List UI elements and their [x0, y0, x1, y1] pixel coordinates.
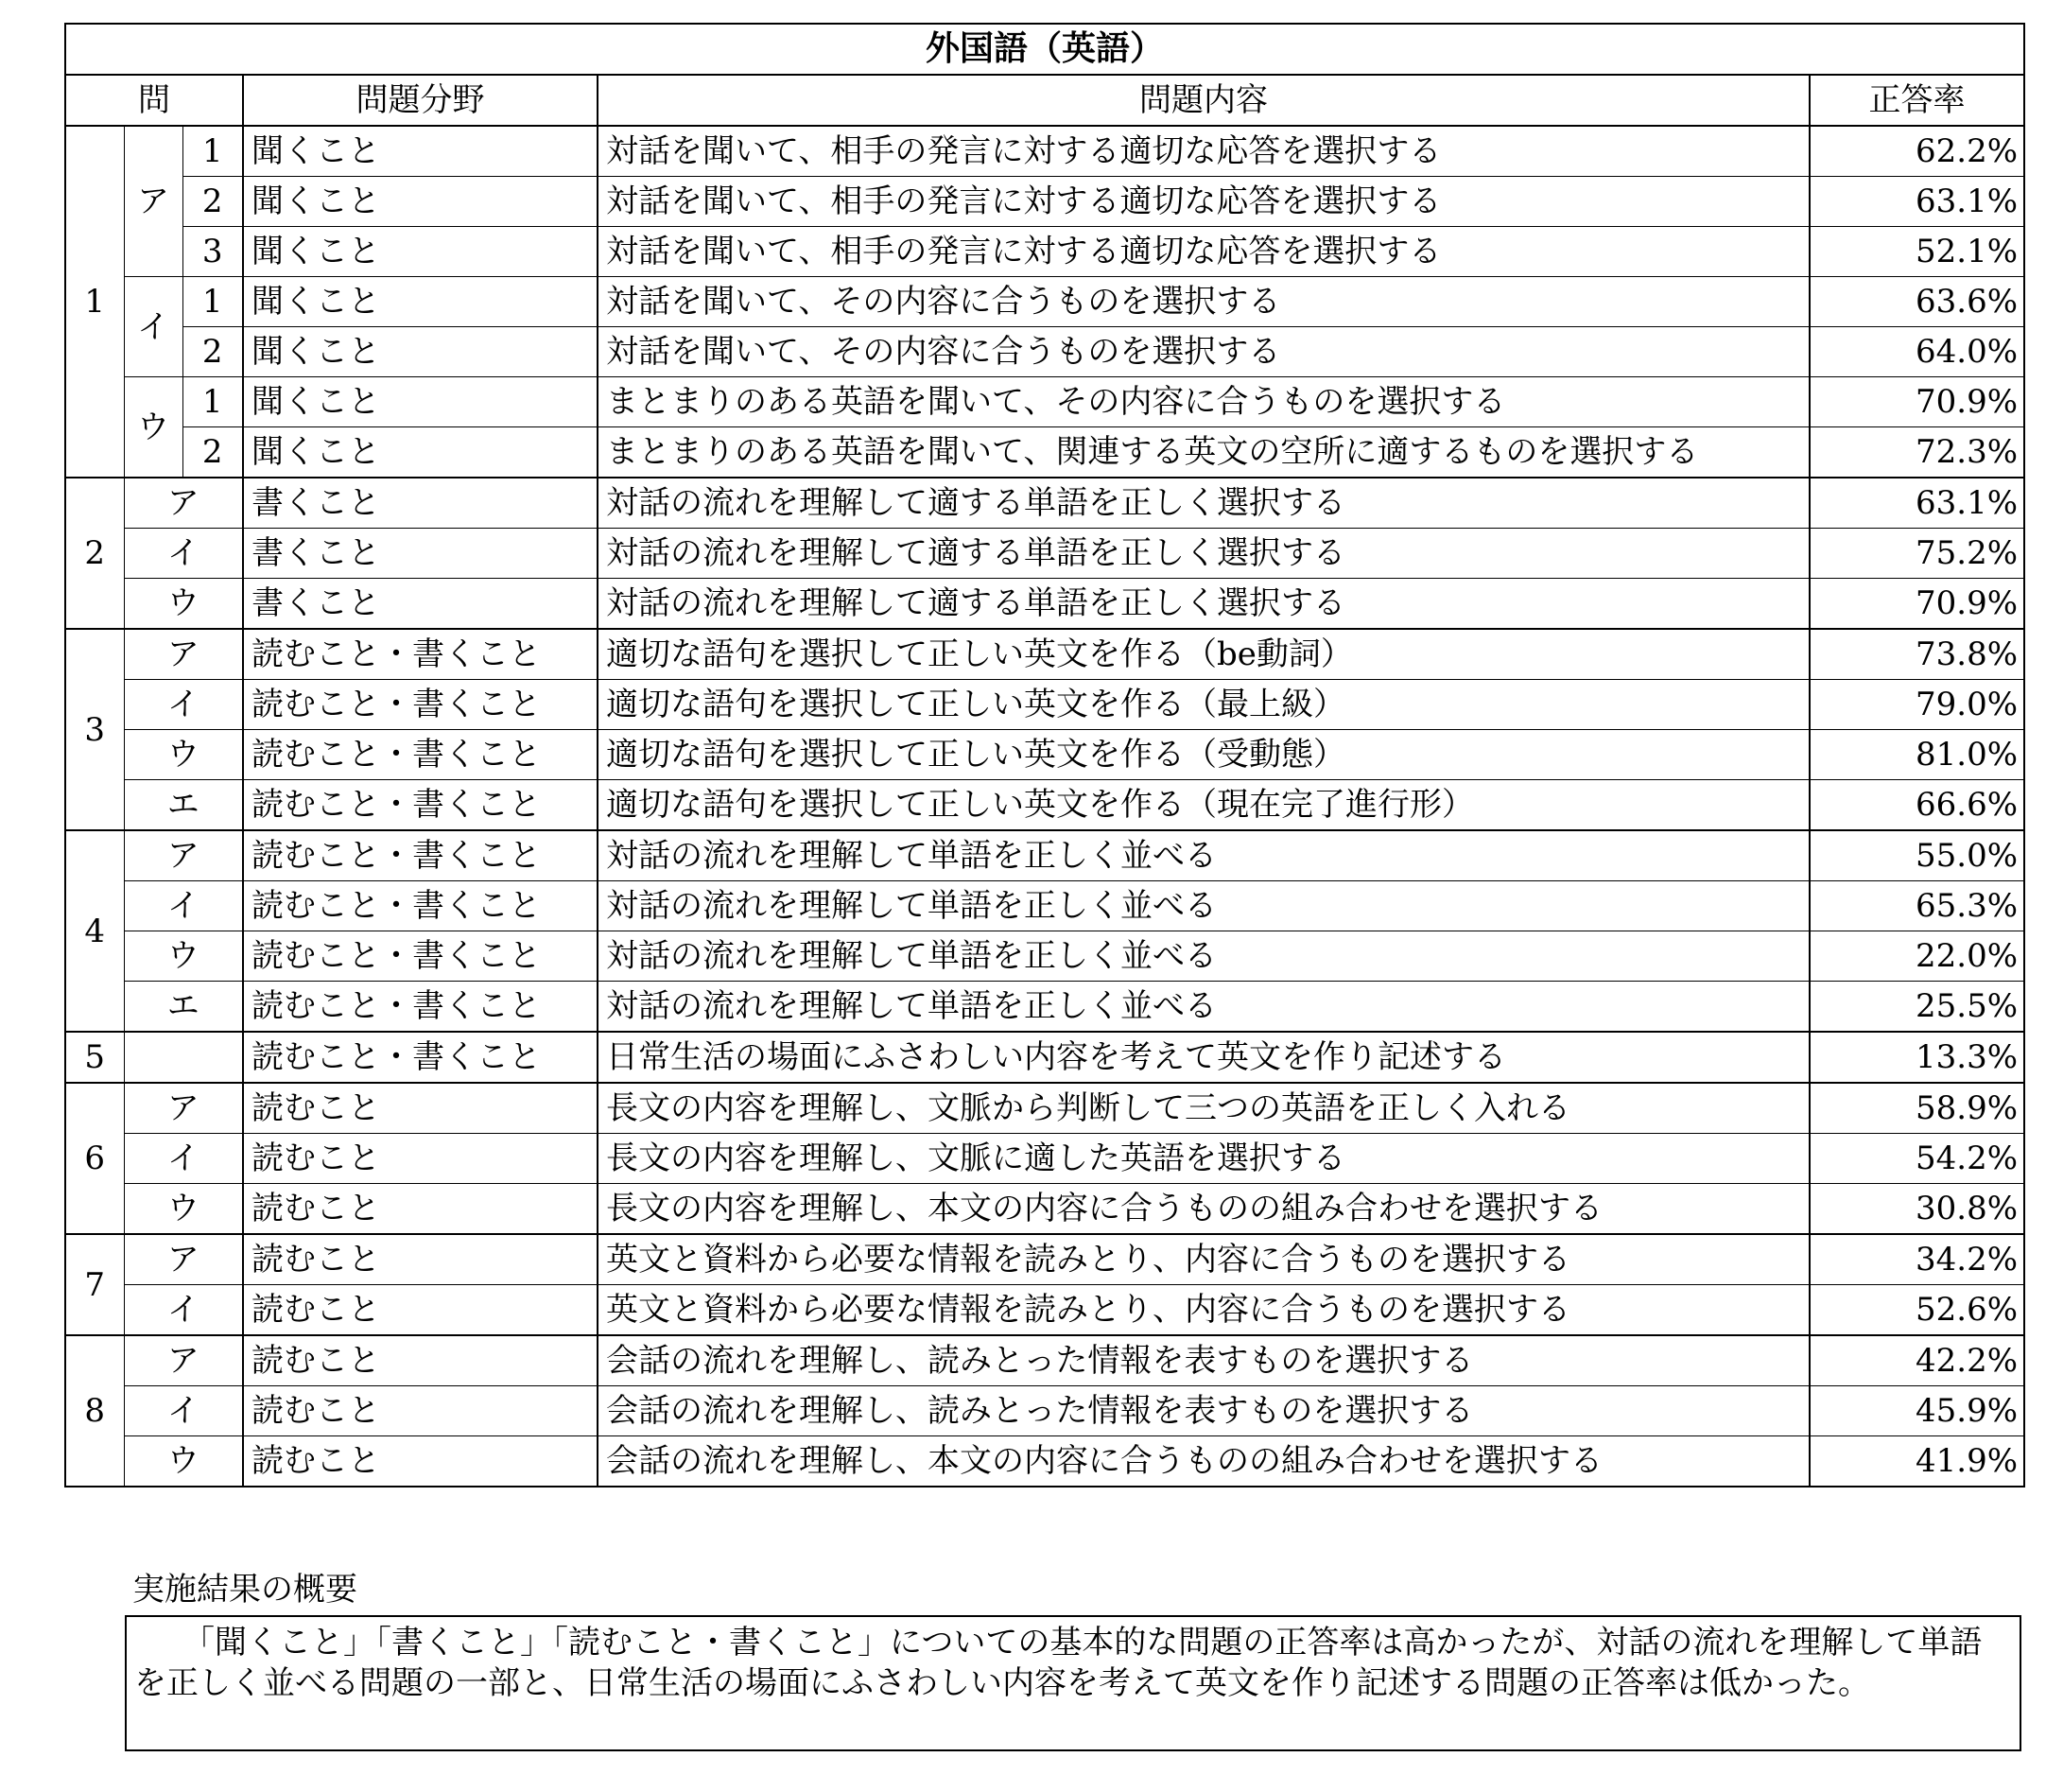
content-cell: 適切な語句を選択して正しい英文を作る（現在完了進行形）	[598, 780, 1810, 831]
rate-cell: 66.6%	[1810, 780, 2024, 831]
content-cell: 対話の流れを理解して単語を正しく並べる	[598, 830, 1810, 881]
summary-box	[125, 1615, 2021, 1751]
item-number: 2	[182, 177, 243, 227]
content-cell: 英文と資料から必要な情報を読みとり、内容に合うものを選択する	[598, 1234, 1810, 1285]
content-cell: まとまりのある英語を聞いて、その内容に合うものを選択する	[598, 377, 1810, 427]
field-cell: 読むこと	[243, 1134, 598, 1184]
rate-cell: 41.9%	[1810, 1436, 2024, 1488]
results-table	[64, 23, 2025, 1488]
rate-cell: 62.2%	[1810, 126, 2024, 177]
field-cell: 読むこと	[243, 1285, 598, 1336]
table-row	[65, 730, 2024, 780]
sub-question: エ	[124, 982, 243, 1033]
header-content: 問題内容	[598, 75, 1810, 126]
rate-cell: 64.0%	[1810, 327, 2024, 377]
rate-cell: 63.6%	[1810, 277, 2024, 327]
rate-cell: 52.1%	[1810, 227, 2024, 277]
field-cell: 聞くこと	[243, 427, 598, 478]
rate-cell: 75.2%	[1810, 529, 2024, 579]
field-cell: 聞くこと	[243, 277, 598, 327]
rate-cell: 81.0%	[1810, 730, 2024, 780]
content-cell: 会話の流れを理解し、読みとった情報を表すものを選択する	[598, 1335, 1810, 1386]
sub-question: イ	[124, 881, 243, 931]
sub-question: ウ	[124, 1436, 243, 1488]
table-row	[65, 982, 2024, 1033]
sub-question: ウ	[124, 377, 182, 478]
field-cell: 書くこと	[243, 579, 598, 630]
summary-heading: 実施結果の概要	[132, 1571, 357, 1609]
table-row	[65, 931, 2024, 982]
content-cell: 適切な語句を選択して正しい英文を作る（最上級）	[598, 680, 1810, 730]
content-cell: 適切な語句を選択して正しい英文を作る（受動態）	[598, 730, 1810, 780]
table-row	[65, 177, 2024, 227]
field-cell: 読むこと	[243, 1335, 598, 1386]
field-cell: 書くこと	[243, 529, 598, 579]
field-cell: 読むこと・書くこと	[243, 680, 598, 730]
sub-question: ア	[124, 1234, 243, 1285]
table-row	[65, 1285, 2024, 1336]
field-cell: 読むこと・書くこと	[243, 629, 598, 680]
field-cell: 聞くこと	[243, 177, 598, 227]
sub-question: ア	[124, 830, 243, 881]
question-number: 4	[65, 830, 124, 1032]
rate-cell: 70.9%	[1810, 579, 2024, 630]
content-cell: 対話の流れを理解して単語を正しく並べる	[598, 931, 1810, 982]
content-cell: 適切な語句を選択して正しい英文を作る（be動詞）	[598, 629, 1810, 680]
field-cell: 読むこと	[243, 1436, 598, 1488]
sub-question: エ	[124, 780, 243, 831]
rate-cell: 55.0%	[1810, 830, 2024, 881]
table-row	[65, 427, 2024, 478]
rate-cell: 73.8%	[1810, 629, 2024, 680]
content-cell: 日常生活の場面にふさわしい内容を考えて英文を作り記述する	[598, 1032, 1810, 1083]
table-title: 外国語（英語）	[65, 24, 2024, 75]
rate-cell: 58.9%	[1810, 1083, 2024, 1134]
content-cell: 英文と資料から必要な情報を読みとり、内容に合うものを選択する	[598, 1285, 1810, 1336]
content-cell: 会話の流れを理解し、本文の内容に合うものの組み合わせを選択する	[598, 1436, 1810, 1488]
sub-question: イ	[124, 277, 182, 377]
sub-question	[124, 1032, 243, 1083]
rate-cell: 63.1%	[1810, 478, 2024, 529]
sub-question: イ	[124, 680, 243, 730]
sub-question: ア	[124, 478, 243, 529]
rate-cell: 34.2%	[1810, 1234, 2024, 1285]
content-cell: まとまりのある英語を聞いて、関連する英文の空所に適するものを選択する	[598, 427, 1810, 478]
question-number: 1	[65, 126, 124, 478]
field-cell: 読むこと・書くこと	[243, 1032, 598, 1083]
content-cell: 対話を聞いて、その内容に合うものを選択する	[598, 327, 1810, 377]
field-cell: 聞くこと	[243, 227, 598, 277]
field-cell: 読むこと・書くこと	[243, 780, 598, 831]
table-row	[65, 1184, 2024, 1235]
item-number: 1	[182, 377, 243, 427]
rate-cell: 65.3%	[1810, 881, 2024, 931]
item-number: 2	[182, 427, 243, 478]
item-number: 1	[182, 126, 243, 177]
sub-question: ウ	[124, 730, 243, 780]
field-cell: 読むこと・書くこと	[243, 830, 598, 881]
table-row	[65, 327, 2024, 377]
sub-question: ア	[124, 629, 243, 680]
rate-cell: 70.9%	[1810, 377, 2024, 427]
field-cell: 読むこと	[243, 1184, 598, 1235]
rate-cell: 52.6%	[1810, 1285, 2024, 1336]
table-row	[65, 1234, 2024, 1285]
content-cell: 長文の内容を理解し、文脈から判断して三つの英語を正しく入れる	[598, 1083, 1810, 1134]
table-row	[65, 227, 2024, 277]
rate-cell: 30.8%	[1810, 1184, 2024, 1235]
table-row	[65, 478, 2024, 529]
sub-question: ア	[124, 1335, 243, 1386]
rate-cell: 22.0%	[1810, 931, 2024, 982]
sub-question: ア	[124, 1083, 243, 1134]
sub-question: イ	[124, 529, 243, 579]
table-row	[65, 1032, 2024, 1083]
item-number: 3	[182, 227, 243, 277]
field-cell: 聞くこと	[243, 327, 598, 377]
header-field: 問題分野	[243, 75, 598, 126]
field-cell: 聞くこと	[243, 126, 598, 177]
table-row	[65, 830, 2024, 881]
content-cell: 対話を聞いて、その内容に合うものを選択する	[598, 277, 1810, 327]
table-row	[65, 680, 2024, 730]
sub-question: イ	[124, 1386, 243, 1436]
sub-question: ウ	[124, 579, 243, 630]
content-cell: 長文の内容を理解し、本文の内容に合うものの組み合わせを選択する	[598, 1184, 1810, 1235]
table-row	[65, 377, 2024, 427]
sub-question: イ	[124, 1134, 243, 1184]
content-cell: 対話の流れを理解して適する単語を正しく選択する	[598, 579, 1810, 630]
table-row	[65, 1436, 2024, 1488]
field-cell: 聞くこと	[243, 377, 598, 427]
field-cell: 読むこと	[243, 1234, 598, 1285]
content-cell: 対話の流れを理解して適する単語を正しく選択する	[598, 478, 1810, 529]
table-row	[65, 529, 2024, 579]
table-row	[65, 579, 2024, 630]
rate-cell: 79.0%	[1810, 680, 2024, 730]
content-cell: 長文の内容を理解し、文脈に適した英語を選択する	[598, 1134, 1810, 1184]
content-cell: 対話を聞いて、相手の発言に対する適切な応答を選択する	[598, 126, 1810, 177]
rate-cell: 72.3%	[1810, 427, 2024, 478]
rate-cell: 63.1%	[1810, 177, 2024, 227]
table-row	[65, 1083, 2024, 1134]
content-cell: 対話を聞いて、相手の発言に対する適切な応答を選択する	[598, 177, 1810, 227]
question-number: 6	[65, 1083, 124, 1234]
table-row	[65, 277, 2024, 327]
field-cell: 書くこと	[243, 478, 598, 529]
sub-question: イ	[124, 1285, 243, 1336]
content-cell: 対話の流れを理解して適する単語を正しく選択する	[598, 529, 1810, 579]
content-cell: 対話を聞いて、相手の発言に対する適切な応答を選択する	[598, 227, 1810, 277]
field-cell: 読むこと・書くこと	[243, 881, 598, 931]
table-row	[65, 780, 2024, 831]
rate-cell: 45.9%	[1810, 1386, 2024, 1436]
table-row	[65, 1386, 2024, 1436]
content-cell: 対話の流れを理解して単語を正しく並べる	[598, 881, 1810, 931]
content-cell: 会話の流れを理解し、読みとった情報を表すものを選択する	[598, 1386, 1810, 1436]
header-rate: 正答率	[1810, 75, 2024, 126]
content-cell: 対話の流れを理解して単語を正しく並べる	[598, 982, 1810, 1033]
table-row	[65, 629, 2024, 680]
table-row	[65, 881, 2024, 931]
sub-question: ウ	[124, 931, 243, 982]
question-number: 2	[65, 478, 124, 629]
field-cell: 読むこと・書くこと	[243, 730, 598, 780]
item-number: 2	[182, 327, 243, 377]
rate-cell: 25.5%	[1810, 982, 2024, 1033]
rate-cell: 42.2%	[1810, 1335, 2024, 1386]
header-question: 問	[65, 75, 243, 126]
field-cell: 読むこと・書くこと	[243, 982, 598, 1033]
item-number: 1	[182, 277, 243, 327]
rate-cell: 13.3%	[1810, 1032, 2024, 1083]
field-cell: 読むこと・書くこと	[243, 931, 598, 982]
sub-question: ウ	[124, 1184, 243, 1235]
summary-text: 「聞くこと」「書くこと」「読むこと・書くこと」についての基本的な問題の正答率は高かったが、対話の流れを理解して単語を正しく並べる問題の一部と、日常生活の場面にふさわしい内容を考えて英文を作り記述する問題の正答率は低かった。	[134, 1624, 1983, 1702]
rate-cell: 54.2%	[1810, 1134, 2024, 1184]
table-row	[65, 1134, 2024, 1184]
field-cell: 読むこと	[243, 1083, 598, 1134]
question-number: 8	[65, 1335, 124, 1487]
field-cell: 読むこと	[243, 1386, 598, 1436]
question-number: 3	[65, 629, 124, 830]
question-number: 5	[65, 1032, 124, 1083]
sub-question: ア	[124, 126, 182, 277]
question-number: 7	[65, 1234, 124, 1335]
table-row	[65, 126, 2024, 177]
table-row	[65, 1335, 2024, 1386]
